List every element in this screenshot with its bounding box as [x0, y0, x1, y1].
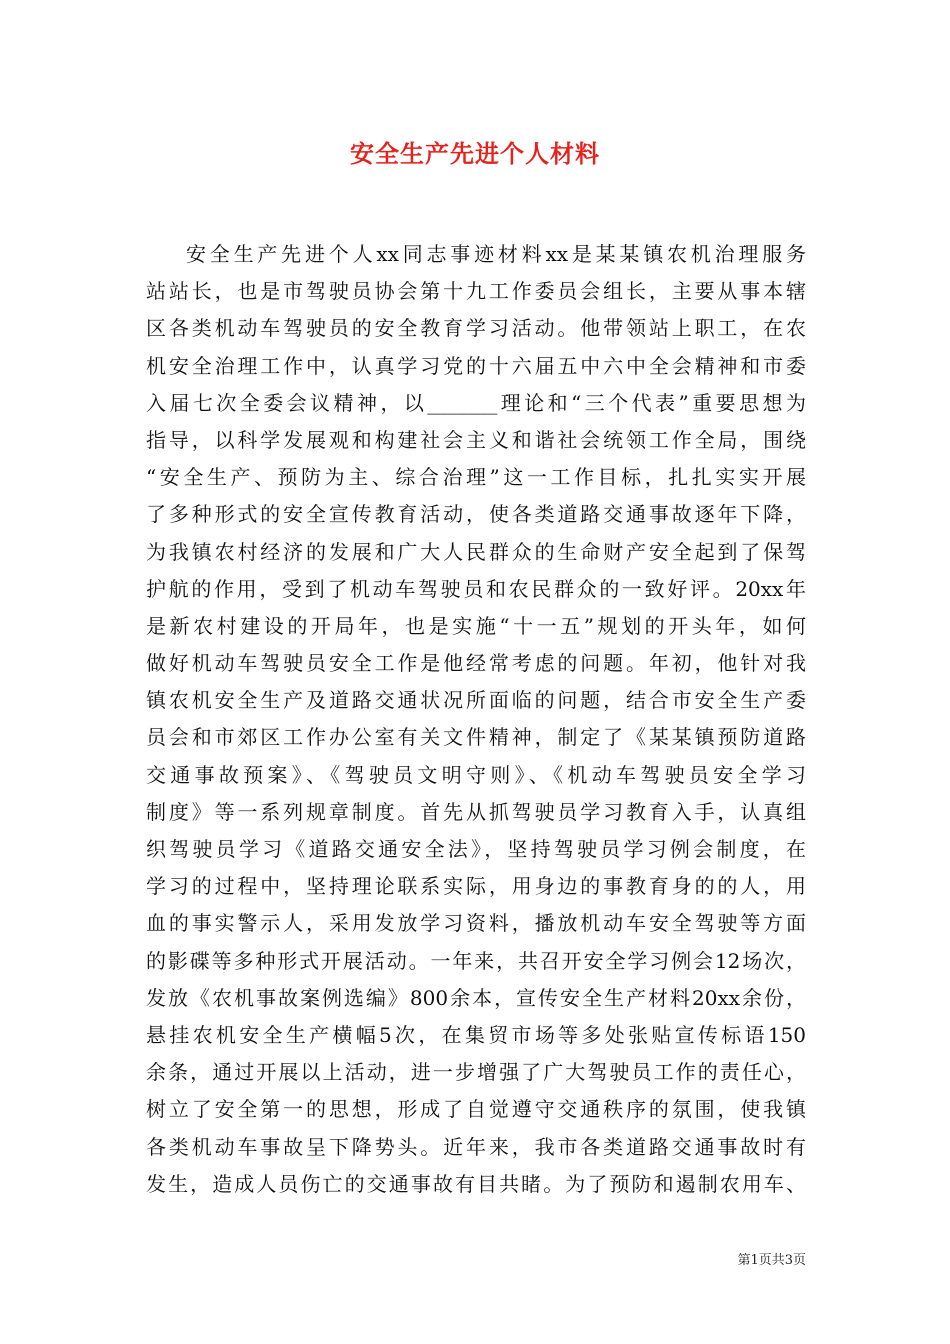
body-text-line: 树立了安全第一的思想，形成了自觉遵守交通秩序的氛围，使我镇 [146, 1097, 806, 1122]
body-text-line: 交通事故预案》、《驾驶员文明守则》、《机动车驾驶员安全学习 [146, 762, 806, 787]
body-text-line: 是新农村建设的开局年，也是实施“十一五”规划的开头年，如何 [146, 613, 806, 638]
body-text-line: 制度》等一系列规章制度。首先从抓驾驶员学习教育入手，认真组 [146, 799, 806, 824]
body-text-line: 站站长，也是市驾驶员协会第十九工作委员会组长，主要从事本辖 [146, 279, 806, 304]
body-text-line: 学习的过程中，坚持理论联系实际，用身边的事教育身的的人，用 [146, 874, 806, 899]
body-text-line: 各类机动车事故呈下降势头。近年来，我市各类道路交通事故时有 [146, 1134, 806, 1159]
body-text-line: 入届七次全委会议精神，以_______理论和“三个代表”重要思想为 [146, 390, 806, 415]
body-text-line: 织驾驶员学习《道路交通安全法》，坚持驾驶员学习例会制度，在 [146, 837, 806, 861]
page-number-footer: 第1页共3页 [737, 1253, 806, 1268]
document-body [146, 236, 806, 1203]
body-text-line: 血的事实警示人，采用发放学习资料，播放机动车安全驾驶等方面 [146, 911, 806, 936]
body-text-line: 发生，造成人员伤亡的交通事故有目共睹。为了预防和遏制农用车、 [146, 1171, 806, 1196]
body-text-line: 为我镇农村经济的发展和广大人民群众的生命财产安全起到了保驾 [146, 539, 806, 564]
body-text-line: 的影碟等多种形式开展活动。一年来，共召开安全学习例会12场次， [146, 948, 806, 973]
body-text-line: 镇农机安全生产及道路交通状况所面临的问题，结合市安全生产委 [146, 688, 806, 713]
body-text-line: 区各类机动车驾驶员的安全教育学习活动。他带领站上职工，在农 [146, 316, 806, 341]
body-text-line: 护航的作用，受到了机动车驾驶员和农民群众的一致好评。20xx年 [146, 576, 806, 601]
body-text-line: 了多种形式的安全宣传教育活动，使各类道路交通事故逐年下降， [146, 502, 806, 527]
body-text-line: 发放《农机事故案例选编》800余本，宣传安全生产材料20xx余份， [146, 985, 806, 1010]
body-text-line: 员会和市郊区工作办公室有关文件精神，制定了《某某镇预防道路 [146, 725, 806, 750]
body-text-line: 机安全治理工作中，认真学习党的十六届五中六中全会精神和市委 [146, 353, 806, 378]
body-text-line: 指导，以科学发展观和构建社会主义和谐社会统领工作全局，围绕 [146, 427, 806, 452]
body-text-line: 做好机动车驾驶员安全工作是他经常考虑的问题。年初，他针对我 [146, 651, 806, 676]
body-text-line: 安全生产先进个人xx同志事迹材料xx是某某镇农机治理服务 [186, 242, 806, 266]
body-text-line: 余条，通过开展以上活动，进一步增强了广大驾驶员工作的责任心， [146, 1060, 806, 1085]
document-title: 安全生产先进个人材料 [350, 139, 600, 168]
body-text-line: 悬挂农机安全生产横幅5次，在集贸市场等多处张贴宣传标语150 [146, 1022, 806, 1047]
body-text-line: “安全生产、预防为主、综合治理”这一工作目标，扎扎实实开展 [146, 465, 806, 490]
